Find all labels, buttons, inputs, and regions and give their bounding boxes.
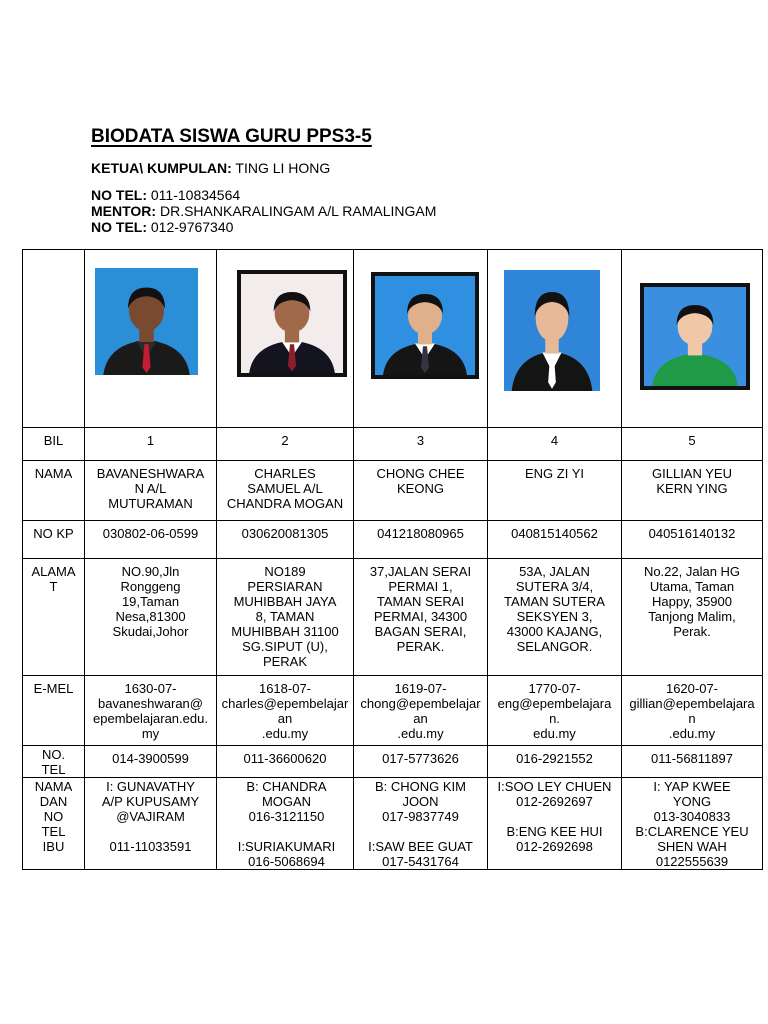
parent-label: NAMA DAN NO TEL IBU <box>23 778 85 870</box>
nokp-cell: 030802-06-0599 <box>85 521 217 559</box>
nokp-cell: 030620081305 <box>217 521 354 559</box>
bil-cell: 4 <box>488 428 622 461</box>
parent-cell: I: GUNAVATHY A/P KUPUSAMY @VAJIRAM 011-11033591 <box>85 778 217 870</box>
student-photo-2 <box>237 270 347 377</box>
bil-cell: 1 <box>85 428 217 461</box>
nama-label: NAMA <box>23 461 85 521</box>
nokp-row <box>23 521 763 559</box>
notel-cell: 017-5773626 <box>354 746 488 778</box>
mentor-phone-line <box>91 219 233 235</box>
parent-cell: B: CHANDRA MOGAN 016-3121150 I:SURIAKUMARI 016-5068694 <box>217 778 354 870</box>
mentor-phone-label: NO TEL: <box>91 219 147 235</box>
portrait-graphic <box>375 276 475 375</box>
mentor-phone-value: 012-9767340 <box>147 219 234 235</box>
leader-phone-line <box>91 187 240 203</box>
parent-cell: B: CHONG KIM JOON 017-9837749 I:SAW BEE GUAT 017-5431764 <box>354 778 488 870</box>
mentor-line <box>91 203 436 219</box>
nama-cell: CHARLES SAMUEL A/L CHANDRA MOGAN <box>217 461 354 521</box>
notel-row <box>23 746 763 778</box>
photo-row-label <box>23 250 85 428</box>
student-photo-3 <box>371 272 479 379</box>
nama-cell: BAVANESHWARA N A/L MUTURAMAN <box>85 461 217 521</box>
notel-cell: 014-3900599 <box>85 746 217 778</box>
student-photo-4 <box>504 270 600 391</box>
emel-row <box>23 676 763 746</box>
portrait-graphic <box>504 270 600 391</box>
group-leader-line <box>91 160 330 176</box>
alamat-row <box>23 559 763 676</box>
emel-cell: 1618-07- charles@epembelajar an .edu.my <box>217 676 354 746</box>
mentor-label: MENTOR: <box>91 203 157 219</box>
student-photo-1 <box>95 268 198 375</box>
portrait-graphic <box>95 268 198 375</box>
document-title: BIODATA SISWA GURU PPS3-5 <box>91 126 372 147</box>
alamat-cell: NO.90,Jln Ronggeng 19,Taman Nesa,81300 Skudai,Johor <box>85 559 217 676</box>
nama-cell: GILLIAN YEU KERN YING <box>622 461 763 521</box>
parent-cell: I:SOO LEY CHUEN 012-2692697 B:ENG KEE HUI 012-2692698 <box>488 778 622 870</box>
nama-row <box>23 461 763 521</box>
student-photo-cell-1 <box>85 250 217 428</box>
student-photo-cell-2 <box>217 250 354 428</box>
bil-label: BIL <box>23 428 85 461</box>
emel-cell: 1620-07- gillian@epembelajara n .edu.my <box>622 676 763 746</box>
leader-phone-value: 011-10834564 <box>147 187 241 203</box>
alamat-cell: No.22, Jalan HG Utama, Taman Happy, 35900 Tanjong Malim, Perak. <box>622 559 763 676</box>
bil-row <box>23 428 763 461</box>
nokp-cell: 040815140562 <box>488 521 622 559</box>
group-leader-value: TING LI HONG <box>231 160 331 176</box>
group-leader-label: KETUA\ KUMPULAN: <box>91 160 232 176</box>
emel-label: E-MEL <box>23 676 85 746</box>
bil-cell: 5 <box>622 428 763 461</box>
notel-cell: 011-56811897 <box>622 746 763 778</box>
emel-cell: 1770-07- eng@epembelajara n. edu.my <box>488 676 622 746</box>
nokp-cell: 041218080965 <box>354 521 488 559</box>
student-photo-cell-4 <box>488 250 622 428</box>
notel-cell: 011-36600620 <box>217 746 354 778</box>
nokp-label: NO KP <box>23 521 85 559</box>
alamat-cell: 37,JALAN SERAI PERMAI 1, TAMAN SERAI PERMAI, 34300 BAGAN SERAI, PERAK. <box>354 559 488 676</box>
student-photo-5 <box>640 283 750 390</box>
alamat-cell: 53A, JALAN SUTERA 3/4, TAMAN SUTERA SEKSYEN 3, 43000 KAJANG, SELANGOR. <box>488 559 622 676</box>
photo-row <box>23 250 763 428</box>
alamat-cell: NO189 PERSIARAN MUHIBBAH JAYA 8, TAMAN MUHIBBAH 31100 SG.SIPUT (U), PERAK <box>217 559 354 676</box>
nama-cell: CHONG CHEE KEONG <box>354 461 488 521</box>
notel-cell: 016-2921552 <box>488 746 622 778</box>
portrait-graphic <box>241 274 343 373</box>
biodata-table <box>22 249 763 870</box>
alamat-label: ALAMA T <box>23 559 85 676</box>
bil-cell: 3 <box>354 428 488 461</box>
parent-row <box>23 778 763 870</box>
notel-label: NO. TEL <box>23 746 85 778</box>
student-photo-cell-3 <box>354 250 488 428</box>
portrait-graphic <box>644 287 746 386</box>
emel-cell: 1630-07- bavaneshwaran@ epembelajaran.edu. my <box>85 676 217 746</box>
nokp-cell: 040516140132 <box>622 521 763 559</box>
student-photo-cell-5 <box>622 250 763 428</box>
leader-phone-label: NO TEL: <box>91 187 147 203</box>
parent-cell: I: YAP KWEE YONG 013-3040833 B:CLARENCE YEU SHEN WAH 0122555639 <box>622 778 763 870</box>
mentor-value: DR.SHANKARALINGAM A/L RAMALINGAM <box>156 203 437 219</box>
nama-cell: ENG ZI YI <box>488 461 622 521</box>
emel-cell: 1619-07- chong@epembelajar an .edu.my <box>354 676 488 746</box>
bil-cell: 2 <box>217 428 354 461</box>
